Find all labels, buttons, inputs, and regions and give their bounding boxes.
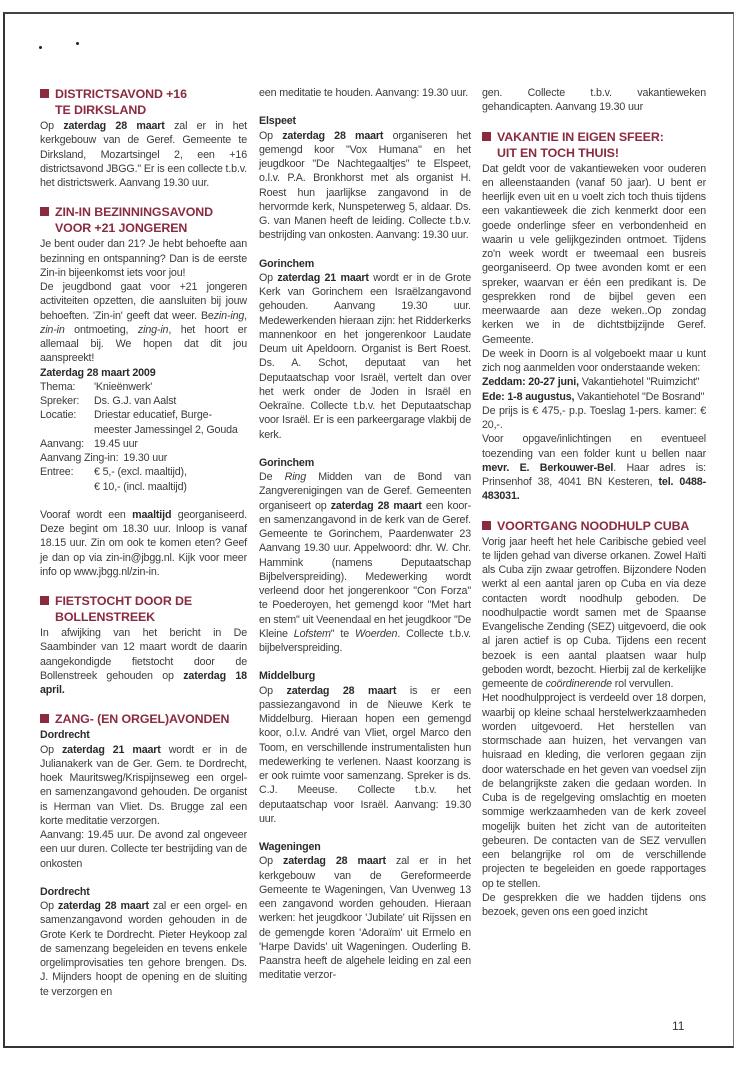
heading-line	[482, 145, 706, 161]
heading-square-bullet-icon	[40, 596, 49, 605]
paragraph	[259, 271, 471, 442]
location-subheading: Dordrecht	[40, 885, 90, 898]
heading-text: BOLLENSTREEK	[55, 610, 155, 624]
paragraph	[40, 743, 247, 829]
info-row	[40, 437, 247, 451]
info-label: Aanvang Zing-in:	[40, 452, 119, 464]
paragraph	[259, 470, 471, 655]
bold-text: zaterdag 28 maart	[282, 129, 384, 142]
article-section	[259, 669, 471, 826]
text-run: . Collecte t.b.v. bijbelverspreiding.	[259, 627, 471, 654]
text-run: De week in Doorn is al volgeboekt maar u kunt zich nog aanmelden voor onderstaande weken:	[482, 347, 706, 374]
event-info-table	[40, 380, 247, 494]
info-label: Aanvang:	[40, 437, 84, 450]
italic-text: coördinerende	[545, 678, 612, 690]
text-run: rol vervullen.	[611, 678, 674, 690]
text-run: Op	[259, 271, 278, 284]
paragraph	[482, 375, 706, 389]
info-value	[123, 451, 167, 465]
article-section	[40, 204, 247, 494]
column-1	[40, 86, 247, 1013]
text-run: . Haar adres is: Prinsenhof 38, 4041 BN Kesteren,	[482, 461, 706, 488]
bold-text: zaterdag 28 maart	[63, 120, 165, 132]
info-value	[94, 437, 138, 451]
paragraph	[259, 129, 471, 243]
paragraph	[482, 535, 706, 692]
article-section	[482, 129, 706, 504]
text-run: Het noodhulpproject is verdeeld over 18 dorpen, waarbij op kleine schaal herstelwerkzaamheden worden uitgevoerd. Het herstellen van stormschade aan huizen, het vervangen van huisraad en kleding, die verloren gegaan zijn door waterschade en het geven van voedsel zijn de belangrijkste zaken die gedaan worden. In Cuba is de regelgeving omslachtig en moeten sommige werkzaamheden van de kerk zoveel mogelijk buiten het zicht van de autoriteiten gebeuren. De contacten van de SEZ vervullen een belangrijke rol om de verschillende projecten te begeleiden en goede rapportages op te stellen.	[482, 692, 706, 890]
text-run: Vakantiehotel "De Bosrand"	[574, 390, 705, 403]
text-run: een koor- en samenzangavond in de kerk van de Geref. Gemeente te Gorinchem, Paardenwater 23 Aanvang 19.30 uur. Appelwoord: dhr. W. Chr. Hammink (namens Deputaatschap Bijbelverspreiding). Medewerking wordt verleend door het jongerenkoor "Con Forza" te Poederoyen, het gemengd koor "Met hart en stem" uit Veenendaal en het jeugdkoor "De Kleine	[259, 499, 472, 640]
paragraph	[40, 828, 247, 871]
bold-text: zaterdag 21 maart	[61, 743, 161, 756]
bold-text: mevr. E. Berkouwer-Bel	[482, 461, 614, 474]
text-run: ,	[244, 309, 247, 322]
section-heading	[40, 86, 247, 118]
paragraph	[482, 432, 706, 503]
bold-text: zaterdag 21 maart	[277, 271, 369, 284]
paragraph	[482, 404, 706, 433]
info-row	[40, 408, 247, 437]
text-run: Midden van de Bond van Zangverenigingen van de Geref. Gemeenten organiseert op	[259, 471, 471, 512]
heading-line	[40, 711, 247, 727]
text-run: , het hoort er allemaal bij. We hopen dat dit jou aanspreekt!	[40, 323, 248, 365]
article-section	[40, 711, 247, 871]
heading-line	[40, 593, 247, 609]
text-run: een meditatie te houden. Aanvang: 19.30 uur.	[259, 87, 469, 99]
paragraph	[40, 899, 247, 999]
paragraph	[40, 280, 247, 366]
text-run: De gesprekken die we hadden tijdens ons bezoek, geven ons een goed inzicht	[482, 891, 706, 918]
text-run: In afwijking van het bericht in De Saambinder van 12 maart wordt de daarin aangekondigde fietstocht door de Bollenstreek gehouden op	[40, 627, 247, 682]
location-subheading: Gorinchem	[259, 456, 315, 469]
info-value	[94, 408, 238, 437]
text-run: Vakantiehotel "Ruimzicht"	[578, 376, 700, 389]
italic-text: Lofstem	[293, 627, 331, 640]
heading-text: UIT EN TOCH THUIS!	[497, 145, 619, 160]
article-section	[259, 257, 471, 442]
text-run: wordt er in de Julianakerk van de Ger. Gem. te Dordrecht, hoek Mauritsweg/Krispijnseweg een orgel- en samenzangavond gehouden. De organist is Herman van Vliet. Ds. Brugge zal een korte meditatie verzorgen.	[40, 743, 247, 827]
heading-text: TE DIRKSLAND	[55, 103, 147, 117]
text-run: Vooraf wordt een	[40, 508, 133, 521]
bold-text: Zeddam: 20-27 juni,	[482, 376, 579, 389]
article-section	[40, 593, 247, 697]
page-number: 11	[672, 1019, 685, 1033]
heading-square-bullet-icon	[482, 132, 491, 141]
italic-text: zin-ing	[213, 309, 245, 322]
text-run: ontmoeting,	[64, 323, 138, 336]
info-value-line: 'Knieënwerk'	[94, 380, 153, 393]
info-label: Locatie:	[40, 409, 77, 422]
info-value-line: € 5,- (excl. maaltijd),	[94, 466, 187, 479]
paragraph	[482, 891, 706, 920]
heading-text: VOORTGANG NOODHULP CUBA	[497, 518, 690, 533]
heading-square-bullet-icon	[40, 714, 49, 723]
heading-line	[40, 220, 247, 236]
bold-text: maaltijd	[132, 508, 172, 521]
article-section	[482, 86, 706, 115]
bold-text: zaterdag 28 maart	[58, 900, 149, 912]
heading-line	[482, 129, 706, 145]
heading-text: VAKANTIE IN EIGEN SFEER:	[497, 129, 664, 144]
bold-text: zaterdag 28 maart	[286, 684, 397, 697]
info-row	[40, 451, 247, 465]
text-run: Op	[259, 129, 283, 142]
heading-line	[482, 518, 706, 534]
text-run: zal er een orgel- en samenzangavond worden gehouden in de Grote Kerk te Dordrecht. Pieter Heykoop zal de samenzang begeleiden en tevens enkele orgelimprovisaties ten gehore brengen. Ds. J. Mijnders hoopt de opening en de sluiting te verzorgen en	[40, 900, 247, 998]
heading-square-bullet-icon	[40, 207, 49, 216]
text-run: gen. Collecte t.b.v. vakantieweken gehandicapten. Aanvang 19.30 uur	[482, 87, 706, 114]
text-run: Aanvang: 19.45 uur. De avond zal ongeveer een uur duren. Collecte ter bestrijding van de onkosten	[40, 829, 247, 870]
scan-speck	[39, 46, 42, 49]
column-2	[259, 86, 471, 997]
text-run: Vorig jaar heeft het hele Caribische gebied veel te lijden gehad van diverse orkanen. Zowel Haïti als Cuba zijn zwaar getroffen. Bijzondere Noden werkt al een aantal jaren op Cuba en via deze contacten wordt noodhulp geboden. De noodhulpactie wordt samen met de Spaanse Evangelische Zending (SEZ) uitgevoerd, die ook al jaren actief is op Cuba. Tijdens een recent bezoek is een aantal plaatsen waar hulp geboden wordt, bezocht. Hierbij zal de kerkelijke gemeente de	[482, 535, 706, 690]
paragraph	[482, 86, 706, 115]
text-run: zal er in het kerkgebouw van de Geref. Gemeente te Dirksland, Mozartsingel 2, een +16 districtsavond JBGG." Er is een collecte t.b.v. het districtswerk. Aanvang 19.30 uur.	[40, 120, 247, 189]
article-section	[40, 86, 247, 190]
paragraph	[482, 162, 706, 347]
location-subheading: Elspeet	[259, 115, 296, 128]
location-subheading: Middelburg	[259, 670, 316, 683]
paragraph	[40, 237, 247, 280]
paragraph	[40, 626, 247, 697]
text-run: Voor opgave/inlichtingen en eventueel toezending van een folder kunt u bellen naar	[482, 433, 706, 460]
section-heading	[40, 593, 247, 625]
text-run: wordt er in de Grote Kerk van Gorinchem een Israëlzangavond gehouden. Aanvang 19.30 uur. Medewerkenden hieraan zijn: het Ridderkerks mannenkoor en het jongerenkoor Laudate Deum uit Apeldoorn. Organist is Bert Roest. Ds. A. Schot, deputaat van het Deputaatschap voor Israël, vertelt dan over het werk onder de Joden in Israël en Oekraïne. Collecte t.b.v. het Deputaatschap voor Israël. Er is een parkeergarage vlakbij de kerk.	[259, 271, 471, 441]
info-row	[40, 380, 247, 394]
text-run: Op	[40, 900, 59, 912]
info-row	[40, 465, 247, 494]
column-3	[482, 86, 706, 933]
info-value-line: 19.45 uur	[94, 437, 138, 450]
paragraph	[259, 86, 471, 100]
italic-text: Woerden	[355, 627, 398, 640]
bold-text: zaterdag 18 april.	[40, 669, 247, 696]
article-section	[482, 518, 706, 920]
info-value	[94, 465, 187, 494]
italic-text: Ring	[284, 471, 307, 483]
article-section	[259, 456, 471, 656]
heading-text: ZIN-IN BEZINNINGSAVOND	[55, 205, 213, 220]
paragraph	[40, 119, 247, 190]
text-run: " te	[330, 627, 355, 640]
paragraph	[482, 347, 706, 376]
section-heading	[40, 204, 247, 236]
heading-line	[40, 86, 247, 102]
location-subheading: Dordrecht	[40, 729, 90, 742]
text-run: Je bent ouder dan 21? Je hebt behoefte aan bezinning en ontspanning? Dan is de eerste Zin-in bijeenkomst iets voor jou!	[40, 238, 247, 279]
section-heading	[482, 518, 706, 534]
location-subheading: Wageningen	[259, 841, 321, 853]
info-label: Entree:	[40, 466, 74, 479]
text-run: Op	[259, 855, 284, 868]
text-run: Op	[259, 684, 287, 697]
bold-text: Ede: 1-8 augustus,	[482, 390, 575, 403]
text-run: De prijs is € 475,- p.p. Toeslag 1-pers. kamer: € 20,-.	[482, 404, 706, 431]
text-run: Op	[40, 743, 62, 756]
text-run: organiseren het gemengd koor "Vox Humana" en het jeugdkoor "De Nachtegaaltjes" te Elspeet, o.l.v. P.A. Bronkhorst met als organist H. Roest hun jaarlijkse zangavond in de hervormde kerk, Nunspeterweg 5, aldaar. Ds. G. van Manen heeft de leiding. Collecte t.b.v. bestrijding van onkosten. Aanvang: 19.30 uur.	[259, 129, 471, 242]
scan-speck	[76, 42, 79, 45]
article-section	[259, 86, 471, 100]
paragraph	[40, 366, 247, 380]
paragraph	[482, 691, 706, 891]
article-section	[40, 885, 247, 999]
info-label: Thema:	[40, 380, 76, 393]
text-run: Op	[40, 120, 64, 132]
heading-line	[40, 204, 247, 220]
article-section	[259, 114, 471, 242]
paragraph	[482, 390, 706, 404]
heading-text: FIETSTOCHT DOOR DE	[55, 594, 193, 608]
info-value	[94, 380, 152, 394]
info-value-line: € 10,- (incl. maaltijd)	[94, 480, 187, 493]
heading-line	[40, 609, 247, 625]
paragraph	[259, 684, 471, 827]
text-run: georganiseerd. Deze begint om 18.30 uur. Inloop is vanaf 18.15 uur. Zin om ook te komen eten? Geef je dan op via zin-in@jbgg.nl. Kijk voor meer info op www.jbgg.nl/zin-in.	[40, 508, 247, 578]
heading-square-bullet-icon	[40, 89, 49, 98]
italic-text: zing-in	[137, 323, 169, 336]
info-value	[94, 394, 176, 408]
text-run: is er een passiezangavond in de Nieuwe Kerk te Middelburg. Hieraan hopen een gemengd koor, o.l.v. André van Vliet, orgel Marco den Toom, en verschillende instrumentalisten hun medewerking te verlenen. Naast koorzang is er ook ruimte voor samenzang. Spreker is ds. C.J. Meeuse. Collecte t.b.v. het deputaatschap voor Israël. Aanvang: 19.30 uur.	[259, 684, 471, 825]
bold-text: Zaterdag 28 maart 2009	[40, 366, 156, 379]
location-subheading: Gorinchem	[259, 257, 315, 270]
bold-text: zaterdag 28 maart	[283, 855, 386, 868]
text-run: De	[259, 471, 285, 483]
info-value-line: 19.30 uur	[123, 452, 168, 464]
heading-text: DISTRICTSAVOND +16	[55, 87, 187, 101]
text-run: Dat geldt voor de vakantieweken voor ouderen en alleenstaanden (vanaf 50 jaar). U bent er heerlijk even uit en u voelt zich toch thuis tijdens een vakantieweek die zich kenmerkt door een goede onderlinge sfeer en verbondenheid en waarin u vele gelijkgezinden ontmoet. Tijdens zo'n week wordt er tweemaal een busreis georganiseerd. Op twee avonden komt er een spreker, waarvan er één een predikant is. De gesprekken rond de bijbel geven een meerwaarde aan deze weken..Op zondag kerken we in de dichtstbijzijnde Geref. Gemeente.	[482, 162, 706, 346]
text-run: De jeugdbond gaat voor +21 jongeren activiteiten opzetten, die aansluiten bij jouw behoeften. 'Zin-in' geeft dat weer. Be	[40, 281, 247, 322]
heading-text: ZANG- (EN ORGEL)AVONDEN	[55, 712, 230, 727]
info-label: Spreker:	[40, 395, 80, 407]
bold-text: tel. 0488-483031.	[482, 476, 707, 503]
bold-text: zaterdag 28 maart	[330, 499, 422, 512]
article-section	[40, 508, 247, 579]
paragraph	[259, 854, 471, 982]
paragraph	[40, 508, 247, 579]
info-value-line: Ds. G.J. van Aalst	[94, 395, 177, 407]
info-row	[40, 394, 247, 408]
heading-text: VOOR +21 JONGEREN	[55, 221, 188, 236]
article-section	[259, 840, 471, 983]
text-run: zal er in het kerkgebouw van de Gereformeerde Gemeente te Wageningen, Van Uvenweg 13 een zangavond worden gehouden. Hieraan werken: het jeugdkoor 'Jubilate' uit Rijssen en de gemengde koren 'Adoraïm' uit Ermelo en 'Harpe Davids' uit Wageningen. Ouderling B. Paanstra heeft de algehele leiding en zal een meditatie verzor-	[259, 855, 471, 982]
heading-line	[40, 102, 247, 118]
info-value-line: Driestar educatief, Burge-	[94, 409, 212, 422]
italic-text: zin-in	[40, 323, 65, 336]
heading-square-bullet-icon	[482, 521, 491, 530]
section-heading	[40, 711, 247, 727]
section-heading	[482, 129, 706, 161]
info-value-line: meester Jamessingel 2, Gouda	[94, 423, 238, 436]
